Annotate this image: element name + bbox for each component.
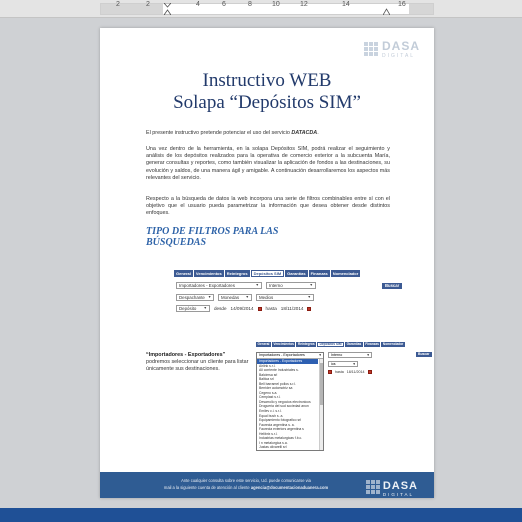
dropdown-selected[interactable]: Importadores - Exportadores ▾ xyxy=(259,353,321,357)
chevron-down-icon: ▼ xyxy=(255,283,259,287)
dropdown-option[interactable]: Faurecia argentina s. a. xyxy=(259,422,295,427)
deposito-select[interactable]: Depósito ▼ xyxy=(176,305,210,312)
title-line-2: Solapa “Depósitos SIM” xyxy=(173,92,361,113)
desde-label: desde xyxy=(214,306,227,311)
section-heading: TIPO DE FILTROS PARA LAS BÚSQUEDAS xyxy=(146,226,279,248)
tab-nomenclador[interactable]: Nomenclador xyxy=(382,342,404,346)
dropdown-option[interactable]: Berrider automotriz sa xyxy=(259,386,293,391)
chevron-down-icon: ▼ xyxy=(309,283,313,287)
dropdown-option[interactable]: Industrias metalurgicas f.b.c. xyxy=(259,436,303,441)
hasta-date[interactable]: 18/11/2014 xyxy=(346,370,365,374)
hasta-date[interactable]: 18/11/2014 xyxy=(280,306,304,311)
tab-reintegros[interactable]: Reintegros xyxy=(297,342,315,346)
dropdown-scrollbar[interactable] xyxy=(319,359,323,450)
ruler-number: 16 xyxy=(398,1,406,8)
ruler-right-margin xyxy=(409,4,433,14)
chevron-down-icon: ▾ xyxy=(353,362,355,366)
hasta-label: hasta xyxy=(335,370,344,374)
dropdown-option[interactable]: Drogueria del sud sociedad anon xyxy=(259,404,309,409)
ruler-number: 12 xyxy=(300,1,308,8)
tab-depositos-sim[interactable]: Depósitos SIM xyxy=(317,342,344,347)
footer-text: Ante cualquier consulta sobre este servicio, Ud. puede comunicarse via mail a la siguiente cuenta de atención al cliente agencia@documentacionaduanera.com xyxy=(163,478,329,490)
description-paragraph: Una vez dentro de la herramienta, en la solapa Depósitos SIM, podrá realizar el seguimiento y análisis de los depósitos realizados para la operativa de comercio exterior a la subcuenta María, generar consultas y reportes, como también visualizar la aplicación de fondos a las destinaciones, su evolución y saldos, de una manera ágil y amigable. A continuación desarrollaremos los aspectos más relevantes del servicio. xyxy=(146,146,390,181)
logo-name: DASA xyxy=(382,480,418,492)
monedas-select[interactable]: Monedas ▼ xyxy=(218,294,252,301)
intro-paragraph: El presente instructivo pretende potenciar el uso del servicio DATACDA. xyxy=(146,130,319,136)
dropdown-option[interactable]: Baltica srl xyxy=(259,377,274,382)
logo-tagline: DIGITAL xyxy=(381,53,416,59)
dropdown-screenshot xyxy=(256,342,432,472)
logo-name: DASA xyxy=(381,39,420,53)
tab-finanzas[interactable]: Finanzas xyxy=(365,342,379,346)
dropdown-option[interactable]: Bell barramel pollos s.r.l. xyxy=(259,381,296,386)
dropdown-option[interactable]: Balcimsa srl xyxy=(259,372,278,377)
chevron-down-icon: ▼ xyxy=(207,295,212,299)
medios-select[interactable]: Medios ▼ xyxy=(256,294,314,301)
dasa-logo xyxy=(364,38,420,59)
ruler-number: 10 xyxy=(272,1,280,8)
document-page xyxy=(100,28,434,498)
tab-nomenclador[interactable]: Nomenclador xyxy=(332,271,359,276)
callout-bold: “Importadores - Exportadores” xyxy=(146,352,226,358)
ruler-number: 8 xyxy=(248,1,252,8)
tab-vencimientos[interactable]: Vencimientos xyxy=(195,271,222,276)
medios-select[interactable]: ios ▾ xyxy=(328,361,358,367)
dropdown-option[interactable]: Emilev c.i. s.r.l. xyxy=(259,409,282,414)
document-title xyxy=(100,70,434,114)
importadores-select[interactable]: Importadores - Exportadores ▼ xyxy=(176,282,262,289)
chevron-down-icon: ▼ xyxy=(307,295,311,299)
tab-bar-small xyxy=(256,342,432,347)
ruler-number: 6 xyxy=(222,1,226,8)
calendar-icon[interactable] xyxy=(368,370,372,374)
right-indent-marker-icon[interactable] xyxy=(383,3,390,15)
despachante-select[interactable]: Despachante ▼ xyxy=(176,294,214,301)
tab-depositos-sim[interactable]: Depósitos SIM xyxy=(251,270,285,277)
tab-reintegros[interactable]: Reintegros xyxy=(226,271,248,276)
service-name: DATACDA xyxy=(291,130,318,136)
dropdown-option[interactable]: Desarrollo y negocios electronicos xyxy=(259,399,311,404)
indent-marker-icon[interactable] xyxy=(164,3,171,15)
chevron-down-icon: ▾ xyxy=(319,353,321,357)
tab-garantias[interactable]: Garantías xyxy=(287,271,306,276)
logo-grid-icon xyxy=(366,480,380,494)
page-footer xyxy=(100,472,434,498)
filters-screenshot xyxy=(174,270,400,318)
dropdown-option[interactable]: I n metalurgica s.a. xyxy=(259,440,288,445)
dropdown-list xyxy=(257,359,323,450)
ruler-left-margin xyxy=(101,4,163,14)
dropdown-option[interactable]: Cemplast s.r.l. xyxy=(259,395,281,400)
title-line-1: Instructivo WEB xyxy=(202,70,332,91)
chevron-down-icon: ▼ xyxy=(245,295,249,299)
tab-general[interactable]: General xyxy=(176,271,191,276)
footer-email[interactable]: agencia@documentacionaduanera.com xyxy=(250,485,329,490)
tab-garantias[interactable]: Garantías xyxy=(346,342,362,346)
calendar-icon[interactable] xyxy=(328,370,332,374)
interno-select[interactable]: Interno ▼ xyxy=(266,282,316,289)
calendar-icon[interactable] xyxy=(258,307,262,311)
dropdown-option[interactable]: Cegeno s.a. xyxy=(259,390,278,395)
dropdown-option[interactable]: Equal bush s. a. xyxy=(259,413,284,418)
window-bottom-bar xyxy=(0,508,522,522)
dropdown-option[interactable]: Airlink s.r.l. xyxy=(259,363,276,368)
logo-tagline: DIGITAL xyxy=(382,492,414,497)
horizontal-ruler xyxy=(0,0,522,18)
dropdown-option[interactable]: Equipamiento fotografico srl xyxy=(259,418,302,423)
interno-select[interactable]: Interno ▾ xyxy=(328,352,372,358)
dasa-logo-footer xyxy=(366,477,418,498)
dropdown-option[interactable]: Importadores - Exportadores xyxy=(257,359,318,364)
chevron-down-icon: ▼ xyxy=(203,306,207,310)
dropdown-option[interactable]: Justas olivarelli srl xyxy=(259,445,287,450)
logo-grid-icon xyxy=(364,42,378,56)
filters-paragraph: Respecto a la búsqueda de datos la web incorpora una serie de filtros combinables entre sí con el objetivo que el usuario pueda parametrizar la información que desea obtener desde distintos enfoques. xyxy=(146,196,390,217)
dropdown-option[interactable]: All corriente Industriales s. xyxy=(259,368,299,373)
desde-date[interactable]: 14/09/2014 xyxy=(230,306,254,311)
calendar-icon[interactable] xyxy=(307,307,311,311)
buscar-button[interactable]: Buscar xyxy=(382,283,402,289)
tab-bar xyxy=(174,270,400,277)
chevron-down-icon: ▾ xyxy=(367,353,369,357)
ruler-number: 2 xyxy=(146,1,150,8)
tab-vencimientos[interactable]: Vencimientos xyxy=(273,342,294,346)
dropdown-option[interactable]: Faurecia exteriors argentina s xyxy=(259,427,304,432)
tab-finanzas[interactable]: Finanzas xyxy=(310,271,328,276)
dropdown-option[interactable]: Helibrix s.r.l. xyxy=(259,431,278,436)
ruler-number: 4 xyxy=(196,1,200,8)
hasta-label: hasta xyxy=(265,306,277,311)
scrollbar-thumb[interactable] xyxy=(320,363,323,405)
importadores-callout: “Importadores - Exportadores” podremos seleccionar un cliente para listar únicamente sus destinaciones. xyxy=(146,352,249,373)
tab-general[interactable]: General xyxy=(257,342,270,346)
ruler-number: 14 xyxy=(342,1,350,8)
ruler-number: 2 xyxy=(116,1,120,8)
buscar-button[interactable]: Buscar xyxy=(418,352,430,356)
importadores-dropdown[interactable] xyxy=(256,352,324,451)
